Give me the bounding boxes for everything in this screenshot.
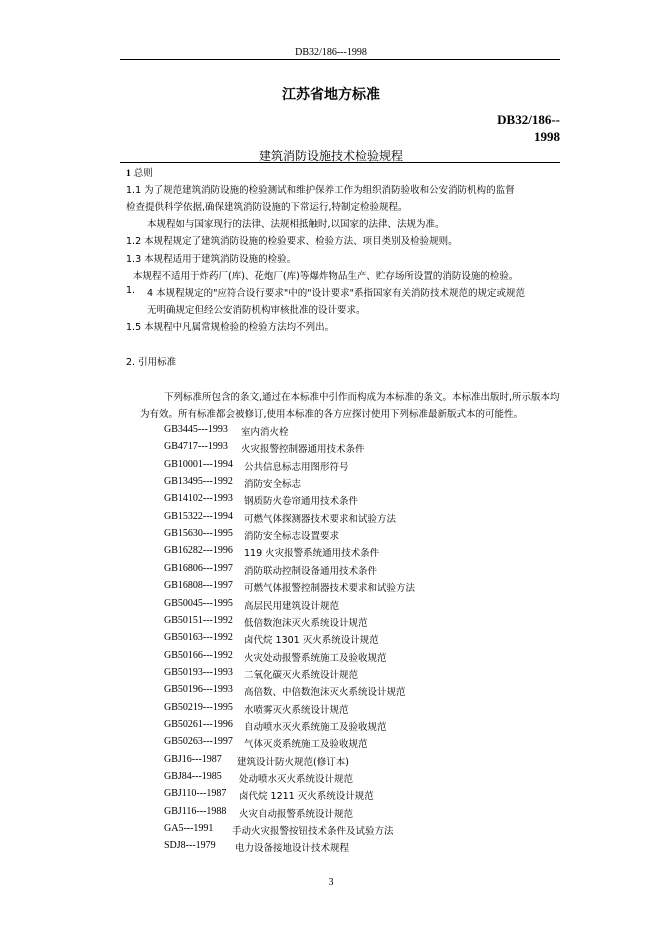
section1-heading-num: 1 — [126, 169, 131, 179]
reference-title: 消防联动控制设备通用技术条件 — [244, 566, 378, 577]
reference-title: 电力设备接地设计技术规程 — [235, 843, 350, 854]
title-rule — [120, 162, 560, 163]
reference-code: GB16282---1996 — [164, 545, 233, 556]
section2-intro-line2: 为有效。所有标准都会被修订,使用本标准的各方应探讨使用下列标准最新版式本的可能性。 — [140, 409, 524, 420]
reference-code: GB50163---1992 — [164, 632, 233, 643]
standard-code-line1: DB32/186-- — [497, 112, 560, 127]
reference-code: GB14102---1993 — [164, 493, 233, 504]
reference-code: GBJ84---1985 — [164, 771, 222, 782]
section1-heading-text: 总则 — [130, 168, 153, 179]
reference-title: 可燃气体报警控制器技术要求和试验方法 — [244, 583, 416, 594]
header-rule — [120, 59, 560, 60]
clause-1-5: 1.5 本规程中凡属常规检验的检验方法均不列出。 — [126, 322, 335, 333]
reference-code: GB50151---1992 — [164, 615, 233, 626]
reference-code: GBJ16---1987 — [164, 754, 222, 765]
reference-title: 自动喷水灭火系统施工及验收规范 — [244, 722, 387, 733]
clause-1-4-line2: 无明确规定但经公安消防机构审核批准的设计要求。 — [147, 305, 366, 316]
clause-1-4-num: 1. — [126, 285, 136, 296]
reference-code: GB10001---1994 — [164, 459, 233, 470]
clause-1-2: 1.2 本规程规定了建筑消防设施的检验要求、检验方法、项目类别及检验规则。 — [126, 236, 458, 247]
clause-1-1-line3: 本规程如与国家现行的法律、法规相抵触时,以国家的法律、法规为准。 — [147, 219, 445, 230]
reference-title: 建筑设计防火规范(修订本) — [237, 757, 349, 768]
reference-title: 气体灭炎系统施工及验收规范 — [244, 739, 368, 750]
page-number: 3 — [328, 877, 334, 888]
reference-title: 火灾处动报警系统施工及验收规范 — [244, 653, 387, 664]
reference-code: GBJ116---1988 — [164, 806, 227, 817]
reference-code: GB50219---1995 — [164, 702, 233, 713]
section1-heading — [126, 165, 153, 179]
reference-title: 消防安全标志 — [244, 479, 302, 490]
reference-code: GB4717---1993 — [164, 441, 228, 452]
reference-title: 高倍数、中倍数泡沫灭火系统设计规范 — [244, 687, 406, 698]
reference-code: GB15322---1994 — [164, 511, 233, 522]
reference-title: 卤代烷 1211 灭火系统设计规范 — [239, 791, 374, 802]
reference-title: 钢质防火卷帘通用技术条件 — [244, 496, 359, 507]
reference-code: SDJ8---1979 — [164, 840, 216, 851]
standard-level-title: 江苏省地方标准 — [282, 87, 380, 103]
reference-code: GB50263---1997 — [164, 736, 233, 747]
reference-title: 手动火灾报警按钮技术条件及试验方法 — [232, 826, 394, 837]
reference-title: 低倍数泡沫灭火系统设计规范 — [244, 618, 368, 629]
reference-title: 消防安全标志设置要求 — [244, 531, 340, 542]
clause-1-4-line1: 4 本规程规定的"应符合设行要求"中的"设计要求"系指国家有关消防技术规范的规定或规范 — [147, 288, 526, 299]
reference-code: GB50196---1993 — [164, 684, 233, 695]
reference-code: GB50045---1995 — [164, 598, 233, 609]
standard-code-line2: 1998 — [534, 129, 560, 144]
reference-code: GBJ110---1987 — [164, 788, 227, 799]
reference-code: GB16808---1997 — [164, 580, 233, 591]
clause-1-3-exclusion: 本规程不适用于炸药厂(库)、花炮厂(库)等爆炸物品生产、贮存场所设置的消防设施的检验。 — [133, 271, 519, 282]
document-title: 建筑消防设施技术检验规程 — [258, 149, 403, 163]
reference-title: 119 火灾报警系统通用技术条件 — [244, 548, 380, 559]
reference-title: 公共信息标志用图形符号 — [244, 462, 349, 473]
reference-title: 可燃气体探测器技术要求和试验方法 — [244, 514, 397, 525]
reference-title: 二氧化碳灭火系统设计规范 — [244, 670, 359, 681]
section2-intro-line1: 下列标准所包含的条文,通过在本标准中引作而构成为本标准的条文。本标准出版时,所示版本均 — [164, 392, 560, 403]
reference-code: GB15630---1995 — [164, 528, 233, 539]
clause-1-1-line1: 1.1 为了规范建筑消防设施的检验测试和维护保养工作为组织消防验收和公安消防机构的监督 — [126, 185, 515, 196]
reference-title: 处动喷水灭火系统设计规范 — [239, 774, 354, 785]
reference-code: GB3445---1993 — [164, 424, 228, 435]
reference-code: GA5---1991 — [164, 823, 214, 834]
reference-code: GB50193---1993 — [164, 667, 233, 678]
reference-title: 水喷雾灭火系统设计规范 — [244, 705, 349, 716]
reference-title: 卤代烷 1301 灭火系统设计规范 — [244, 635, 379, 646]
reference-title: 火灾报警控制器通用技术条件 — [241, 444, 365, 455]
reference-code: GB50166---1992 — [164, 650, 233, 661]
reference-code: GB16806---1997 — [164, 563, 233, 574]
section2-heading: 2. 引用标准 — [126, 357, 177, 368]
reference-code: GB50261---1996 — [164, 719, 233, 730]
running-header: DB32/186---1998 — [295, 47, 367, 58]
reference-title: 火灾自动报警系统设计规范 — [239, 809, 354, 820]
reference-title: 室内消火栓 — [241, 427, 289, 438]
reference-title: 高层民用建筑设计规范 — [244, 601, 340, 612]
clause-1-1-line2: 检查提供科学依据,确保建筑消防设施的下常运行,特制定检验规程。 — [126, 202, 408, 213]
clause-1-3: 1.3 本规程适用于建筑消防设施的检验。 — [126, 254, 297, 265]
reference-code: GB13495---1992 — [164, 476, 233, 487]
